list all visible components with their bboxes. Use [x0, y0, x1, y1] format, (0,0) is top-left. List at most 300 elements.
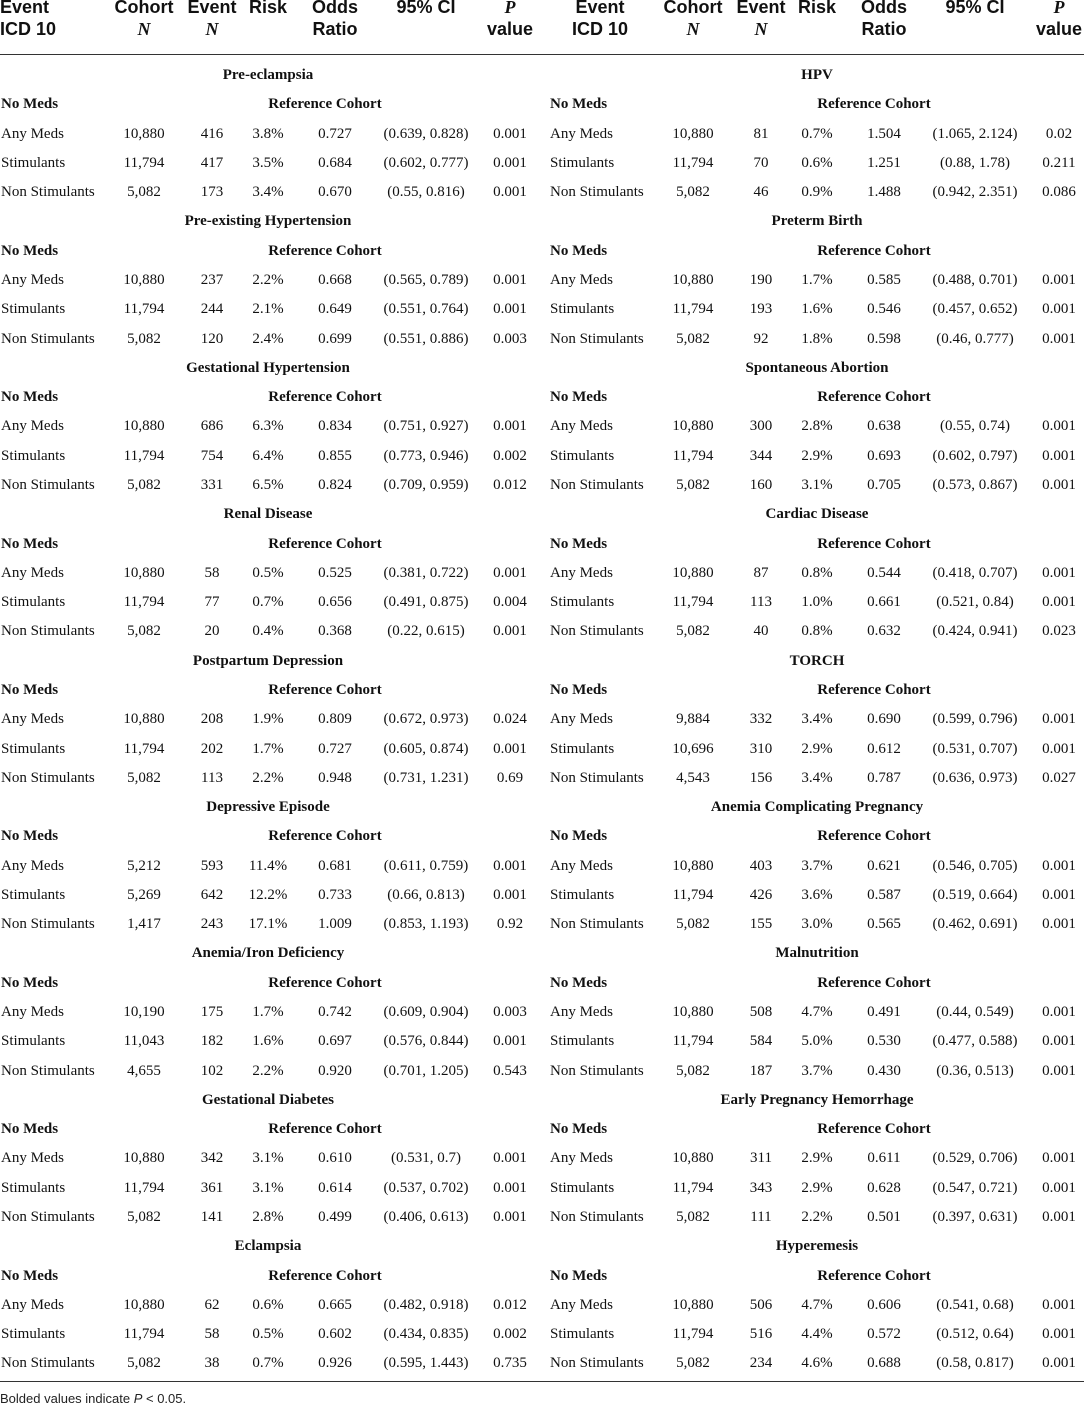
- table-cell: 5,082: [676, 330, 710, 347]
- reference-cohort-label: Reference Cohort: [268, 974, 382, 991]
- table-cell: 2.9%: [801, 740, 833, 757]
- table-cell: 5,082: [127, 1209, 161, 1225]
- table-cell: 11,794: [672, 1179, 714, 1196]
- table-cell: 342: [200, 1150, 224, 1167]
- table-cell: 3.4%: [252, 184, 284, 201]
- table-cell: (0.701, 1.205): [383, 1062, 469, 1079]
- table-cell: 0.5%: [252, 1326, 284, 1343]
- header-ci: 95% CI: [396, 0, 456, 17]
- table-cell: 6.3%: [252, 418, 284, 435]
- table-cell: 6.5%: [252, 477, 284, 493]
- section-title: HPV: [801, 67, 833, 83]
- table-cell: 11,794: [123, 447, 165, 464]
- table-cell: 2.9%: [801, 1150, 833, 1167]
- table-cell: (0.605, 0.874): [383, 740, 469, 757]
- section-title: Gestational Diabetes: [201, 1091, 335, 1108]
- table-cell: 1.6%: [801, 301, 833, 318]
- table-cell: 5,082: [127, 184, 161, 201]
- row-label: Stimulants: [550, 154, 615, 171]
- table-cell: 310: [749, 740, 773, 757]
- table-cell: 81: [753, 125, 769, 142]
- table-cell: (0.424, 0.941): [932, 623, 1018, 640]
- table-cell: (0.672, 0.973): [383, 711, 469, 728]
- row-label: Any Meds: [1, 564, 64, 581]
- row-label: Stimulants: [550, 886, 615, 903]
- reference-cohort-label: Reference Cohort: [817, 96, 931, 113]
- table-cell: 193: [749, 301, 773, 318]
- table-cell: 11,794: [123, 740, 165, 757]
- table-cell: 155: [749, 916, 773, 933]
- row-label: Non Stimulants: [1, 477, 95, 493]
- reference-cohort-label: Reference Cohort: [268, 96, 382, 113]
- table-cell: 0.001: [493, 857, 527, 874]
- table-cell: 0.697: [318, 1033, 352, 1050]
- row-label: Stimulants: [550, 1033, 615, 1050]
- reference-cohort-label: Reference Cohort: [268, 535, 382, 552]
- row-label: Any Meds: [550, 711, 613, 728]
- table-cell: 202: [200, 740, 224, 757]
- table-cell: 0.001: [1042, 1004, 1076, 1020]
- table-cell: (0.55, 0.74): [940, 418, 1010, 435]
- row-label: Stimulants: [1, 886, 66, 903]
- table-cell: 0.614: [318, 1179, 352, 1196]
- table-cell: 0.632: [867, 623, 901, 640]
- table-cell: 20: [204, 623, 220, 640]
- table-cell: (0.491, 0.875): [383, 594, 469, 611]
- table-cell: 300: [749, 418, 773, 435]
- table-cell: (0.576, 0.844): [383, 1033, 469, 1050]
- table-cell: 5,082: [127, 477, 161, 493]
- table-cell: 0.001: [493, 272, 527, 288]
- row-label: Stimulants: [1, 1033, 66, 1050]
- reference-cohort-label: Reference Cohort: [268, 1121, 382, 1138]
- table-cell: 0.665: [318, 1296, 352, 1313]
- table-cell: 506: [749, 1296, 773, 1313]
- table-cell: (0.418, 0.707): [932, 564, 1018, 581]
- table-cell: 2.9%: [801, 1179, 833, 1196]
- section-title: Eclampsia: [234, 1238, 302, 1255]
- no-meds-label: No Meds: [550, 96, 608, 113]
- table-cell: 0.001: [493, 1150, 527, 1167]
- table-cell: 10,880: [123, 711, 165, 728]
- table-cell: 516: [749, 1326, 773, 1343]
- section-title: Anemia Complicating Pregnancy: [710, 799, 924, 815]
- section-title: Depressive Episode: [206, 799, 330, 815]
- table-cell: 187: [749, 1062, 773, 1079]
- row-label: Any Meds: [550, 564, 613, 581]
- table-cell: 5.0%: [801, 1033, 833, 1050]
- table-cell: 70: [753, 154, 769, 171]
- table-cell: 0.809: [318, 711, 352, 728]
- section-title: Gestational Hypertension: [186, 359, 350, 376]
- table-cell: 0.684: [318, 154, 352, 171]
- table-cell: (0.46, 0.777): [936, 330, 1014, 347]
- table-cell: 0.926: [318, 1355, 352, 1372]
- table-cell: (0.537, 0.702): [383, 1179, 469, 1196]
- table-cell: 1.6%: [252, 1033, 284, 1050]
- table-cell: 111: [750, 1209, 772, 1225]
- table-cell: 11,794: [672, 594, 714, 611]
- table-cell: 10,880: [672, 1004, 714, 1020]
- table-cell: 0.001: [493, 623, 527, 640]
- reference-cohort-label: Reference Cohort: [817, 242, 931, 259]
- row-label: Stimulants: [550, 594, 615, 611]
- reference-cohort-label: Reference Cohort: [268, 1267, 382, 1284]
- table-cell: 0.733: [318, 886, 352, 903]
- row-label: Non Stimulants: [1, 1355, 95, 1372]
- table-cell: 1.504: [867, 125, 901, 142]
- table-cell: (0.457, 0.652): [932, 301, 1018, 318]
- reference-cohort-label: Reference Cohort: [268, 681, 382, 698]
- table-cell: 0.610: [318, 1150, 352, 1167]
- table-cell: 4.6%: [801, 1355, 833, 1372]
- table-cell: 1.7%: [252, 1004, 284, 1020]
- table-cell: 0.7%: [801, 125, 833, 142]
- table-cell: 3.1%: [252, 1179, 284, 1196]
- table-cell: 0.92: [496, 916, 524, 933]
- table-cell: 4.7%: [801, 1296, 833, 1313]
- table-cell: 0.001: [1042, 1296, 1076, 1313]
- table-cell: 0.690: [867, 711, 901, 728]
- table-cell: 0.001: [1042, 857, 1076, 874]
- table-cell: 0.6%: [801, 154, 833, 171]
- table-cell: 0.027: [1042, 769, 1076, 786]
- table-cell: 5,269: [127, 886, 161, 903]
- table-cell: 754: [200, 447, 224, 464]
- table-cell: (0.546, 0.705): [932, 857, 1018, 874]
- row-label: Stimulants: [1, 447, 66, 464]
- table-cell: 5,082: [676, 1209, 710, 1225]
- table-cell: 6.4%: [252, 447, 284, 464]
- no-meds-label: No Meds: [550, 535, 608, 552]
- table-cell: (0.22, 0.615): [387, 623, 465, 640]
- table-cell: 686: [200, 418, 224, 435]
- table-cell: 0.649: [318, 301, 352, 318]
- header-event: Event ICD 10: [0, 0, 57, 39]
- table-cell: (0.547, 0.721): [932, 1179, 1018, 1196]
- table-cell: (0.512, 0.64): [936, 1326, 1014, 1343]
- row-label: Any Meds: [1, 1004, 64, 1020]
- no-meds-label: No Meds: [1, 1267, 59, 1284]
- table-cell: (0.488, 0.701): [932, 272, 1018, 288]
- table-cell: (1.065, 2.124): [932, 125, 1018, 142]
- table-cell: 1.8%: [801, 330, 833, 347]
- table-cell: 11,794: [672, 886, 714, 903]
- table-cell: 0.587: [867, 886, 901, 903]
- table-cell: 3.4%: [801, 711, 833, 728]
- table-cell: (0.573, 0.867): [932, 477, 1018, 493]
- table-cell: 11,794: [672, 1033, 714, 1050]
- table-cell: 10,880: [672, 1296, 714, 1313]
- row-label: Non Stimulants: [550, 1062, 644, 1079]
- table-cell: 593: [200, 857, 224, 874]
- table-cell: 0.638: [867, 418, 901, 435]
- header-cohort-right: Cohort N: [663, 0, 723, 39]
- header-odds-ratio-right: Odds Ratio: [860, 0, 907, 39]
- table-cell: 0.598: [867, 330, 901, 347]
- header-p-value-right: P value: [1035, 0, 1083, 39]
- table-cell: (0.599, 0.796): [932, 711, 1018, 728]
- no-meds-label: No Meds: [550, 389, 608, 406]
- table-cell: 0.001: [493, 886, 527, 903]
- table-cell: (0.773, 0.946): [383, 447, 469, 464]
- table-cell: 0.693: [867, 447, 901, 464]
- table-cell: 10,880: [123, 418, 165, 435]
- row-label: Any Meds: [550, 1004, 613, 1020]
- table-cell: 0.430: [867, 1062, 901, 1079]
- table-cell: (0.602, 0.777): [383, 154, 469, 171]
- table-cell: (0.381, 0.722): [383, 564, 469, 581]
- table-cell: 0.8%: [801, 564, 833, 581]
- table-cell: 190: [749, 272, 773, 288]
- table-cell: 5,082: [127, 330, 161, 347]
- table-cell: 2.2%: [801, 1209, 833, 1225]
- table-cell: (0.551, 0.764): [383, 301, 469, 318]
- table-cell: 1.0%: [801, 594, 833, 611]
- table-cell: (0.529, 0.706): [932, 1150, 1018, 1167]
- table-cell: 0.727: [318, 125, 352, 142]
- table-cell: (0.88, 1.78): [940, 154, 1010, 171]
- table-cell: 361: [200, 1179, 224, 1196]
- table-cell: 10,696: [672, 740, 714, 757]
- reference-cohort-label: Reference Cohort: [817, 1267, 931, 1284]
- table-cell: 344: [749, 447, 773, 464]
- no-meds-label: No Meds: [1, 535, 59, 552]
- table-cell: 10,880: [123, 564, 165, 581]
- table-cell: 2.2%: [252, 769, 284, 786]
- table-cell: (0.731, 1.231): [383, 769, 469, 786]
- table-cell: 1,417: [127, 916, 161, 933]
- no-meds-label: No Meds: [1, 974, 59, 991]
- table-cell: 0.001: [493, 301, 527, 318]
- table-cell: 0.001: [1042, 447, 1076, 464]
- table-cell: 113: [750, 594, 772, 611]
- table-cell: 0.001: [1042, 477, 1076, 493]
- table-cell: 0.742: [318, 1004, 352, 1020]
- table-cell: 40: [753, 623, 769, 640]
- row-label: Non Stimulants: [550, 1355, 644, 1372]
- table-cell: 0.001: [1042, 330, 1076, 347]
- table-cell: 0.727: [318, 740, 352, 757]
- table-cell: 0.001: [1042, 1033, 1076, 1050]
- no-meds-label: No Meds: [550, 1121, 608, 1138]
- no-meds-label: No Meds: [1, 96, 59, 113]
- table-cell: 0.602: [318, 1326, 352, 1343]
- table-cell: 0.001: [1042, 1209, 1076, 1225]
- table-cell: 0.565: [867, 916, 901, 933]
- table-bottom-rule: [0, 1381, 1084, 1382]
- table-cell: 0.012: [493, 1296, 527, 1313]
- table-cell: 0.023: [1042, 623, 1076, 640]
- row-label: Stimulants: [1, 154, 66, 171]
- table-cell: 10,880: [123, 125, 165, 142]
- table-cell: 0.546: [867, 301, 901, 318]
- table-cell: 0.661: [867, 594, 901, 611]
- row-label: Non Stimulants: [1, 330, 95, 347]
- table-cell: 584: [749, 1033, 773, 1050]
- reference-cohort-label: Reference Cohort: [268, 242, 382, 259]
- table-cell: 0.012: [493, 477, 527, 493]
- table-cell: 17.1%: [248, 916, 288, 933]
- header-event-n-right: Event N: [736, 0, 786, 39]
- table-cell: 5,082: [127, 623, 161, 640]
- table-cell: 4,655: [127, 1062, 161, 1079]
- table-cell: 5,082: [676, 1355, 710, 1372]
- row-label: Any Meds: [1, 1150, 64, 1167]
- table-cell: 113: [201, 769, 223, 786]
- table-cell: 0.002: [493, 447, 527, 464]
- table-cell: 0.02: [1045, 125, 1073, 142]
- table-cell: (0.519, 0.664): [932, 886, 1018, 903]
- table-cell: 10,880: [672, 1150, 714, 1167]
- table-cell: 0.656: [318, 594, 352, 611]
- section-title: Early Pregnancy Hemorrhage: [720, 1091, 914, 1108]
- row-label: Any Meds: [550, 1150, 613, 1167]
- table-cell: 4,543: [676, 769, 710, 786]
- table-cell: 120: [200, 330, 224, 347]
- header-risk: Risk: [248, 0, 288, 17]
- table-cell: (0.595, 1.443): [383, 1355, 469, 1372]
- table-cell: 58: [204, 1326, 220, 1343]
- table-cell: 2.9%: [801, 447, 833, 464]
- table-cell: 2.8%: [252, 1209, 284, 1225]
- row-label: Any Meds: [550, 272, 613, 288]
- table-cell: 3.1%: [252, 1150, 284, 1167]
- row-label: Non Stimulants: [1, 1209, 95, 1225]
- table-cell: 0.001: [493, 740, 527, 757]
- row-label: Non Stimulants: [1, 769, 95, 786]
- table-cell: 4.4%: [801, 1326, 833, 1343]
- table-cell: 5,082: [127, 1355, 161, 1372]
- section-title: Renal Disease: [223, 506, 313, 523]
- table-cell: 10,880: [672, 857, 714, 874]
- table-cell: 403: [749, 857, 773, 874]
- header-ci-right: 95% CI: [945, 0, 1005, 17]
- row-label: Any Meds: [1, 1296, 64, 1313]
- table-cell: (0.602, 0.797): [932, 447, 1018, 464]
- section-title: Malnutrition: [775, 945, 859, 962]
- table-cell: 0.001: [1042, 564, 1076, 581]
- row-label: Non Stimulants: [550, 1209, 644, 1225]
- reference-cohort-label: Reference Cohort: [817, 681, 931, 698]
- no-meds-label: No Meds: [1, 1121, 59, 1138]
- table-cell: 0.001: [1042, 1326, 1076, 1343]
- table-cell: 10,190: [123, 1004, 165, 1020]
- row-label: Stimulants: [1, 740, 66, 757]
- table-cell: 237: [200, 272, 224, 288]
- table-cell: (0.397, 0.631): [932, 1209, 1018, 1225]
- section-title: Pre-eclampsia: [222, 67, 314, 83]
- table-cell: 5,082: [676, 1062, 710, 1079]
- table-cell: 156: [749, 769, 773, 786]
- table-cell: 9,884: [676, 711, 710, 728]
- table-cell: (0.58, 0.817): [936, 1355, 1014, 1372]
- row-label: Any Meds: [1, 418, 64, 435]
- row-label: Any Meds: [550, 125, 613, 142]
- table-cell: 508: [749, 1004, 773, 1020]
- table-cell: 4.7%: [801, 1004, 833, 1020]
- reference-cohort-label: Reference Cohort: [817, 974, 931, 991]
- table-cell: 0.001: [1042, 1062, 1076, 1079]
- table-cell: 5,082: [676, 623, 710, 640]
- table-cell: 0.7%: [252, 594, 284, 611]
- table-cell: 0.606: [867, 1296, 901, 1313]
- table-cell: 417: [200, 154, 224, 171]
- reference-cohort-label: Reference Cohort: [268, 389, 382, 406]
- table-cell: 0.6%: [252, 1296, 284, 1313]
- table-cell: (0.639, 0.828): [383, 125, 469, 142]
- table-cell: 0.001: [1042, 594, 1076, 611]
- row-label: Non Stimulants: [550, 623, 644, 640]
- table-cell: (0.709, 0.959): [383, 477, 469, 493]
- table-cell: 0.003: [493, 330, 527, 347]
- table-cell: 3.4%: [801, 769, 833, 786]
- table-footnote: Bolded values indicate P < 0.05.: [0, 1391, 187, 1406]
- row-label: Stimulants: [550, 1326, 615, 1343]
- table-cell: 0.001: [1042, 301, 1076, 318]
- row-label: Any Meds: [1, 711, 64, 728]
- table-cell: 0.001: [493, 125, 527, 142]
- table-cell: 11,794: [672, 154, 714, 171]
- table-cell: 0.787: [867, 769, 901, 786]
- row-label: Non Stimulants: [550, 477, 644, 493]
- table-cell: 3.7%: [801, 1062, 833, 1079]
- table-cell: 38: [204, 1355, 220, 1372]
- table-cell: (0.66, 0.813): [387, 886, 465, 903]
- table-cell: 0.69: [496, 769, 524, 786]
- no-meds-label: No Meds: [550, 681, 608, 698]
- table-cell: 0.086: [1042, 184, 1076, 201]
- table-cell: 10,880: [672, 272, 714, 288]
- table-cell: 11,794: [123, 154, 165, 171]
- table-cell: 175: [200, 1004, 224, 1020]
- row-label: Stimulants: [550, 301, 615, 318]
- table-cell: 0.621: [867, 857, 901, 874]
- table-cell: 0.543: [493, 1062, 527, 1079]
- table-cell: 2.8%: [801, 418, 833, 435]
- table-cell: 87: [753, 564, 769, 581]
- table-cell: 3.6%: [801, 886, 833, 903]
- table-cell: 0.628: [867, 1179, 901, 1196]
- row-label: Any Meds: [1, 857, 64, 874]
- table-cell: 0.681: [318, 857, 352, 874]
- table-cell: 11,043: [123, 1033, 165, 1050]
- row-label: Non Stimulants: [550, 769, 644, 786]
- table-cell: 0.001: [493, 1179, 527, 1196]
- table-cell: 0.735: [493, 1355, 527, 1372]
- table-cell: (0.611, 0.759): [383, 857, 469, 874]
- table-cell: 0.368: [318, 623, 352, 640]
- table-cell: 2.2%: [252, 272, 284, 288]
- table-cell: 173: [200, 184, 224, 201]
- table-cell: 12.2%: [248, 886, 288, 903]
- table-cell: 10,880: [672, 125, 714, 142]
- header-event-right: Event ICD 10: [571, 0, 629, 39]
- table-cell: 0.001: [493, 184, 527, 201]
- table-cell: 0.585: [867, 272, 901, 288]
- table-cell: (0.531, 0.707): [932, 740, 1018, 757]
- table-cell: 0.001: [1042, 1179, 1076, 1196]
- table-cell: 0.491: [867, 1004, 901, 1020]
- table-cell: 0.920: [318, 1062, 352, 1079]
- table-cell: 0.001: [1042, 740, 1076, 757]
- table-cell: 11,794: [672, 1326, 714, 1343]
- table-cell: 46: [753, 184, 769, 201]
- table-cell: 5,082: [676, 916, 710, 933]
- table-cell: 77: [204, 594, 220, 611]
- table-cell: (0.521, 0.84): [936, 594, 1014, 611]
- section-title: Hyperemesis: [775, 1238, 859, 1255]
